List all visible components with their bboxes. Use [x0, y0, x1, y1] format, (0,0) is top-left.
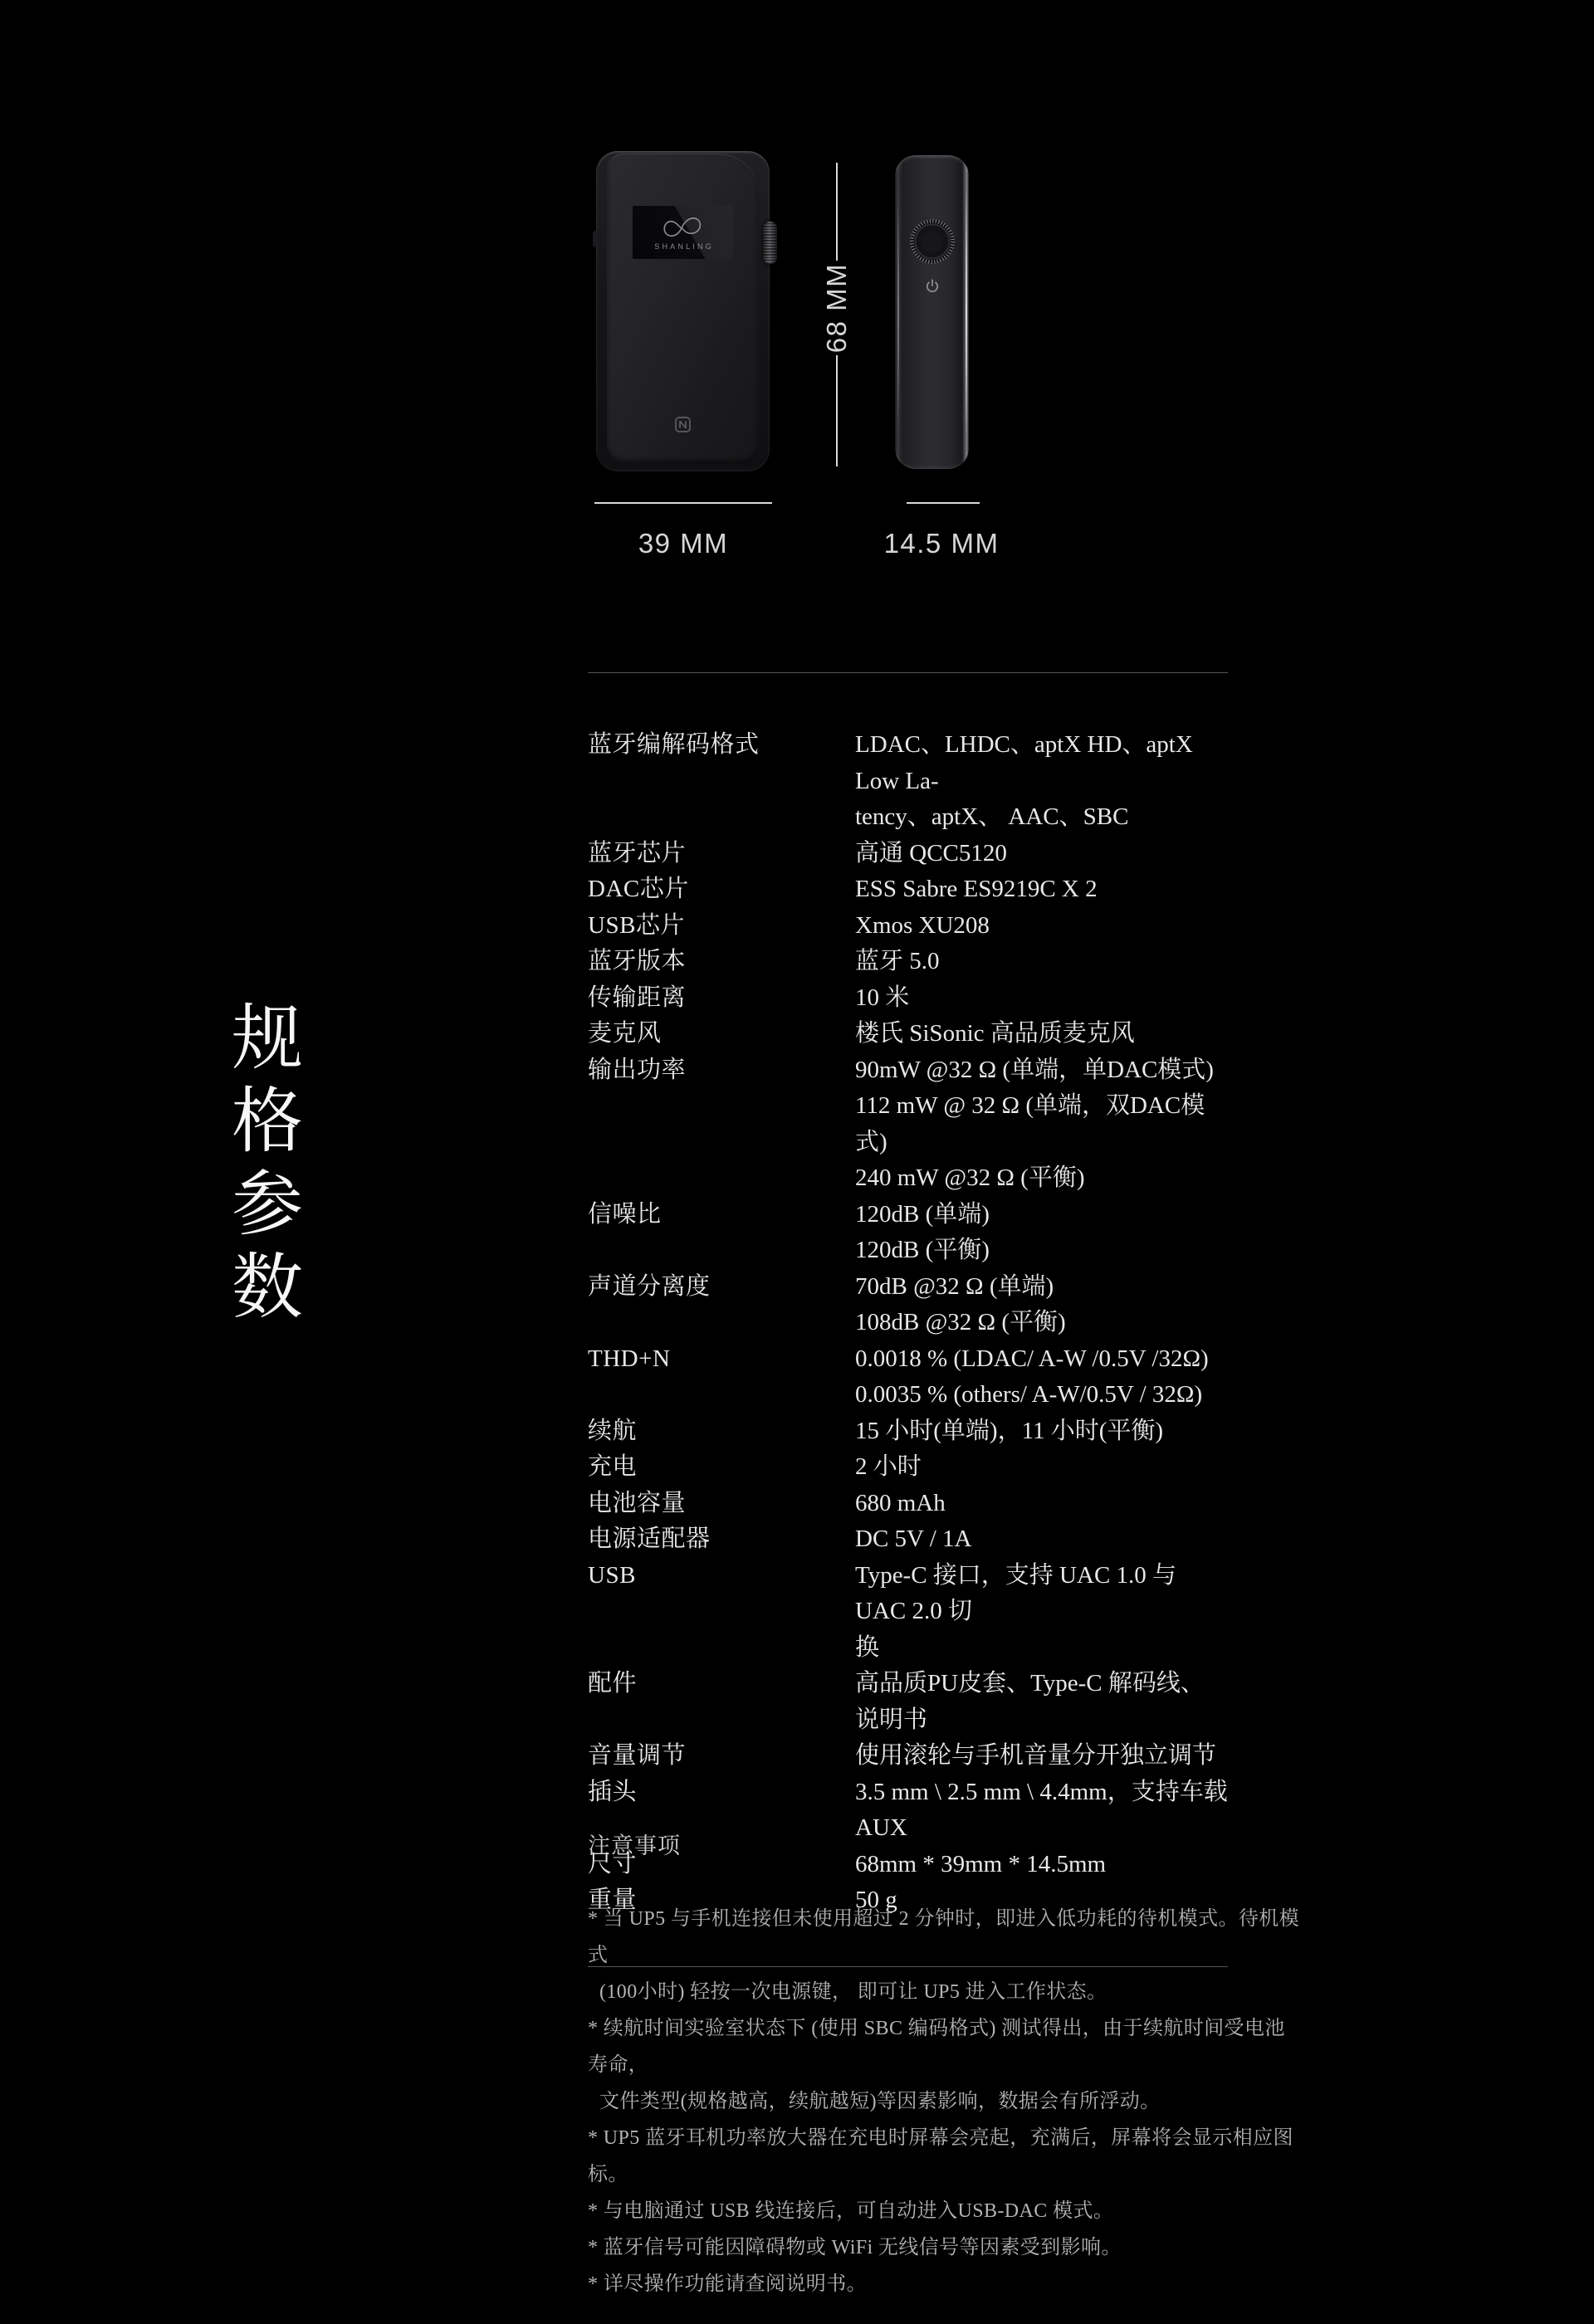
spec-label: USB — [588, 1561, 636, 1589]
spec-label: 蓝牙版本 — [588, 948, 687, 974]
spec-row — [588, 1521, 1228, 1558]
spec-value: 换 — [855, 1633, 880, 1661]
spec-value: 90mW @32 Ω (单端，单DAC模式) — [855, 1056, 1214, 1083]
spec-label: 信噪比 — [588, 1200, 662, 1228]
spec-label: 电源适配器 — [588, 1526, 711, 1552]
front-device-image — [596, 151, 770, 471]
measure-line-depth — [907, 502, 980, 504]
spec-row — [588, 980, 1228, 1017]
edge-highlight — [897, 193, 899, 431]
spec-label: 输出功率 — [588, 1056, 687, 1083]
spec-row — [588, 872, 1228, 908]
front-device-screen — [633, 206, 733, 259]
spec-value: 120dB (单端) — [855, 1200, 990, 1228]
spec-label: USB芯片 — [588, 911, 685, 939]
spec-row — [588, 1449, 1228, 1486]
spec-label: 电池容量 — [588, 1489, 687, 1516]
note-line: * 续航时间实验室状态下 (使用 SBC 编码格式) 测试得出，由于续航时间受电池寿命， — [588, 2018, 1285, 2076]
spec-label: 续航 — [588, 1417, 638, 1444]
section-title — [229, 997, 306, 1329]
spec-value: 3.5 mm \ 2.5 mm \ 4.4mm，支持车载AUX — [855, 1778, 1228, 1841]
edge-highlight — [966, 185, 967, 439]
spec-value: 楼氏 SiSonic 高品质麦克风 — [855, 1020, 1135, 1047]
spec-row — [588, 944, 1228, 980]
note-line: 文件类型(规格越高，续航越短)等因素影响，数据会有所浮动。 — [599, 2091, 1161, 2112]
spec-row — [588, 1738, 1228, 1775]
volume-wheel-icon — [907, 217, 957, 266]
spec-value: 蓝牙 5.0 — [855, 948, 940, 974]
note-line: * UP5 蓝牙耳机功率放大器在充电时屏幕会亮起，充满后，屏幕将会显示相应图标。 — [588, 2127, 1293, 2185]
spec-label: 传输距离 — [588, 984, 687, 1011]
spec-value: 120dB (平衡) — [855, 1237, 990, 1263]
section-title-char: 参 — [232, 1163, 303, 1246]
measure-line-width — [594, 502, 772, 504]
spec-label: 麦克风 — [588, 1020, 662, 1047]
spec-row — [588, 908, 1228, 945]
spec-value: 高通 QCC5120 — [855, 839, 1007, 867]
note-line: * 蓝牙信号可能因障碍物或 WiFi 无线信号等因素受到影响。 — [588, 2237, 1122, 2258]
spec-label: 音量调节 — [588, 1742, 687, 1769]
side-button-icon — [593, 231, 598, 247]
spec-value: ESS Sabre ES9219C X 2 — [855, 876, 1098, 902]
note-line: (100小时) 轻按一次电源键， 即可让 UP5 进入工作状态。 — [599, 1981, 1107, 2003]
spec-row — [588, 1052, 1228, 1197]
nfc-icon — [675, 417, 691, 432]
spec-value: 0.0018 % (LDAC/ A-W /0.5V /32Ω) — [855, 1345, 1209, 1372]
spec-label: 声道分离度 — [588, 1272, 711, 1300]
power-icon — [923, 276, 941, 295]
section-title-char: 数 — [232, 1246, 303, 1329]
note-line: * 当 UP5 与手机连接但未使用超过 2 分钟时，即进入低功耗的待机模式。待机模式 — [588, 1908, 1300, 1966]
spec-value: tency、aptX、 AAC、SBC — [855, 803, 1129, 830]
note-line: * 与电脑通过 USB 线连接后，可自动进入USB-DAC 模式。 — [588, 2200, 1114, 2222]
spec-value: 108dB @32 Ω (平衡) — [855, 1309, 1066, 1335]
spec-row — [588, 1269, 1228, 1341]
notes-section — [588, 1828, 1302, 2302]
spec-label: 蓝牙芯片 — [588, 839, 687, 867]
spec-value: 68mm * 39mm * 14.5mm — [855, 1850, 1107, 1877]
spec-label: THD+N — [588, 1345, 671, 1372]
spec-label: 充电 — [588, 1453, 638, 1480]
spec-row — [588, 836, 1228, 872]
dimension-width-label: 39 MM — [638, 528, 729, 559]
spec-row — [588, 1016, 1228, 1052]
spec-table — [588, 672, 1228, 1967]
spec-value: Xmos XU208 — [855, 911, 990, 939]
shanling-logo-icon — [658, 215, 709, 241]
spec-row — [588, 1197, 1228, 1269]
spec-label: 配件 — [588, 1670, 638, 1697]
dimension-depth-label: 14.5 MM — [883, 528, 1000, 559]
spec-row — [588, 1486, 1228, 1522]
shanling-logo-text: SHANLING — [654, 242, 714, 251]
spec-value: 10 米 — [855, 984, 910, 1011]
spec-value: DC 5V / 1A — [855, 1526, 972, 1552]
spec-value: 高品质PU皮套、Type-C 解码线、说明书 — [855, 1670, 1205, 1733]
section-title-char: 格 — [232, 1080, 303, 1163]
spec-label: 重量 — [588, 1887, 638, 1913]
spec-value: 0.0035 % (others/ A-W/0.5V / 32Ω) — [855, 1381, 1203, 1408]
section-title-char: 规 — [232, 997, 303, 1080]
spec-value: 240 mW @32 Ω (平衡) — [855, 1164, 1085, 1191]
spec-value: Type-C 接口，支持 UAC 1.0 与 UAC 2.0 切 — [855, 1561, 1177, 1624]
spec-label: 尺寸 — [588, 1850, 638, 1877]
spec-value: 15 小时(单端)，11 小时(平衡) — [855, 1417, 1164, 1444]
spec-row — [588, 727, 1228, 836]
spec-label: DAC芯片 — [588, 876, 689, 902]
notes-heading: 注意事项 — [588, 1833, 681, 1858]
spec-value: 50 g — [855, 1887, 897, 1913]
dimension-height-label: 68 MM — [821, 262, 852, 354]
spec-value: 112 mW @ 32 Ω (单端，双DAC模式) — [855, 1092, 1205, 1155]
spec-value: 2 小时 — [855, 1453, 922, 1480]
spec-value: 使用滚轮与手机音量分开独立调节 — [855, 1742, 1217, 1769]
spec-label: 蓝牙编解码格式 — [588, 731, 760, 758]
spec-label: 插头 — [588, 1778, 638, 1805]
spec-row — [588, 1558, 1228, 1667]
note-line: * 详尽操作功能请查阅说明书。 — [588, 2273, 867, 2295]
spec-row — [588, 1413, 1228, 1450]
volume-wheel-icon — [763, 222, 777, 264]
spec-value: LDAC、LHDC、aptX HD、aptX Low La- — [855, 731, 1193, 794]
spec-row — [588, 1666, 1228, 1738]
side-device-image — [895, 155, 969, 469]
spec-row — [588, 1341, 1228, 1413]
spec-value: 70dB @32 Ω (单端) — [855, 1272, 1054, 1300]
spec-value: 680 mAh — [855, 1489, 946, 1516]
